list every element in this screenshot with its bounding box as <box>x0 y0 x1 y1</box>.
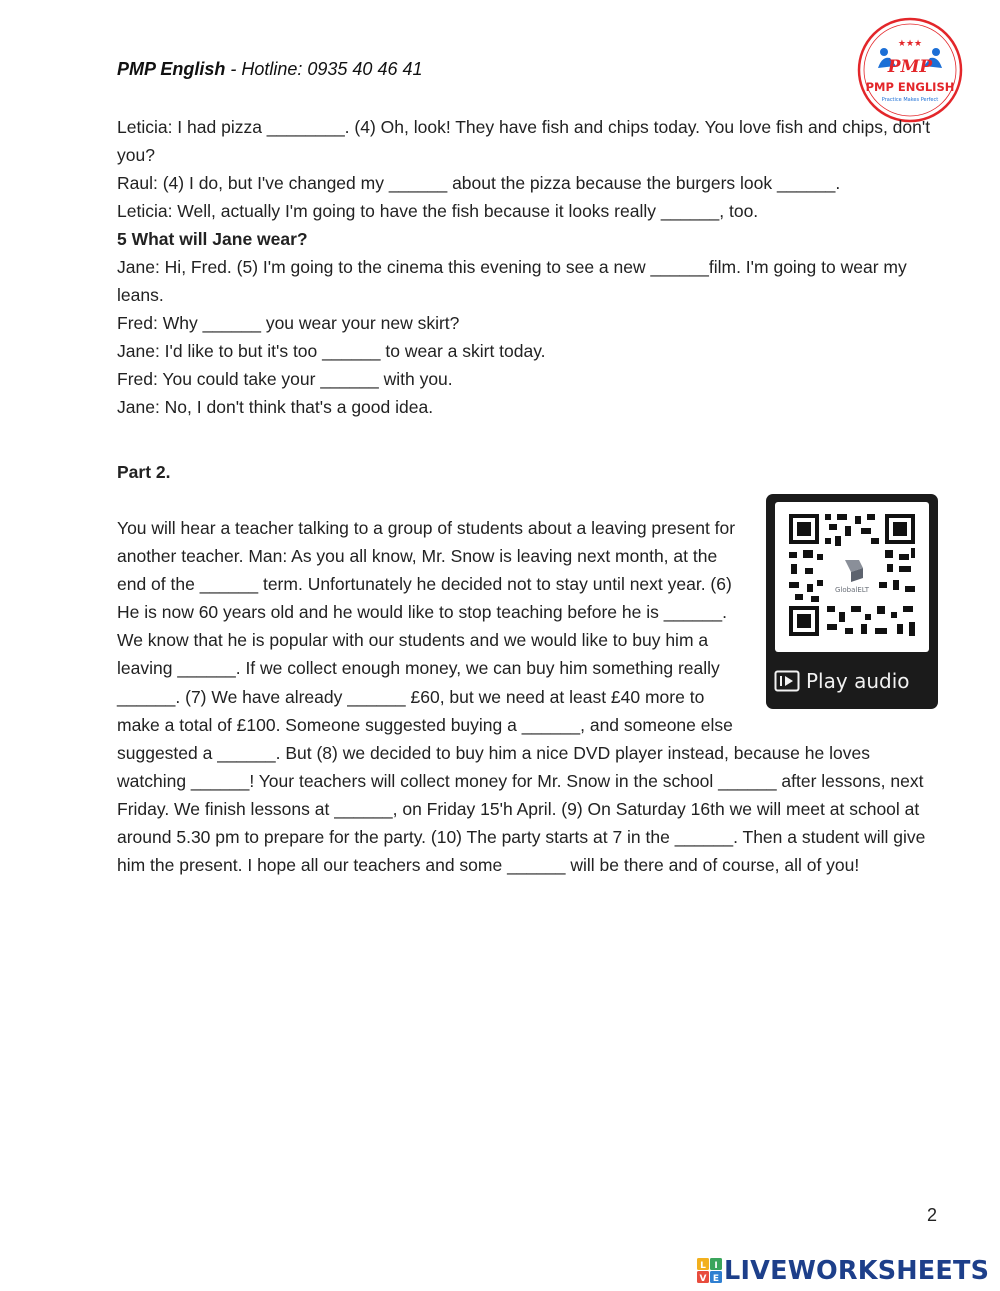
qr-audio-card[interactable] <box>766 494 938 709</box>
hotline-text: - Hotline: 0935 40 46 41 <box>225 59 423 79</box>
dialogue-line: Leticia: Well, actually I'm going to have the fish because it looks really ______, too. <box>117 201 759 221</box>
svg-text:L: L <box>700 1261 706 1271</box>
logo-name: PMP ENGLISH <box>865 80 955 94</box>
dialogue-line: Leticia: I had pizza ________. (4) Oh, look! They have fish and chips today. You love fish and chips, don't you? <box>117 117 931 165</box>
svg-text:V: V <box>699 1274 707 1284</box>
dialogue-line: Jane: No, I don't think that's a good idea. <box>117 397 434 417</box>
qr-center-label: GlobalELT <box>835 586 869 594</box>
svg-text:I: I <box>714 1261 718 1271</box>
play-audio-label: Play audio <box>806 669 910 693</box>
dialogue-section <box>117 113 939 421</box>
liveworksheets-text: LIVEWORKSHEETS <box>724 1256 990 1286</box>
question-title: 5 What will Jane wear? <box>117 229 308 249</box>
logo-stars: ★★★ <box>897 39 923 49</box>
dialogue-line: Fred: You could take your ______ with you. <box>117 369 453 389</box>
liveworksheets-icon <box>697 1258 723 1284</box>
logo-tagline: Practice Makes Perfect <box>881 97 939 103</box>
header-line <box>117 59 422 80</box>
dialogue-line: Raul: (4) I do, but I've changed my ______ about the pizza because the burgers look ______. <box>117 173 841 193</box>
dialogue-line: Jane: I'd like to but it's too ______ to wear a skirt today. <box>117 341 546 361</box>
logo-monogram: PMP <box>887 57 933 77</box>
qr-code <box>775 502 929 652</box>
brand-name: PMP English <box>117 59 226 79</box>
dialogue-line: Jane: Hi, Fred. (5) I'm going to the cinema this evening to see a new ______film. I'm going to wear my leans. <box>117 257 907 305</box>
page-number: 2 <box>927 1205 938 1225</box>
liveworksheets-brand <box>697 1254 989 1288</box>
pmp-english-logo <box>856 16 964 124</box>
part-title: Part 2. <box>117 462 171 482</box>
part2-text: You will hear a teacher talking to a group of students about a leaving present for another teacher. Man: As you all know, Mr. Snow is leaving next month, at the end of the ______ term. Unfortunately he decided not to stay until next year. (6) He is now 60 years old and he would like to stop teaching before he is ______. We know that he is popular with our students and we would like to buy him a leaving ______. If we collect enough money, we can buy him something really ______. (7) We have already ______ £60, but we need at least £40 more to make a total of £100. Someone suggested buying a ______, and someone else suggested a ______. But (8) we decided to buy him a nice DVD player instead, because he loves watching ______! Your teachers will collect money for Mr. Snow in the school ______ after lessons, next Friday. We finish lessons at ______, on Friday 15'h April. (9) On Saturday 16th we will meet at school at around 5.30 pm to prepare for the party. (10) The party starts at 7 in the ______. Then a student will give him the present. I hope all our teachers and some ______ will be there and of course, all of you! <box>117 518 926 876</box>
dialogue-line: Fred: Why ______ you wear your new skirt? <box>117 313 460 333</box>
play-audio-button[interactable] <box>772 666 932 696</box>
svg-text:E: E <box>712 1274 720 1284</box>
play-icon <box>774 670 800 692</box>
